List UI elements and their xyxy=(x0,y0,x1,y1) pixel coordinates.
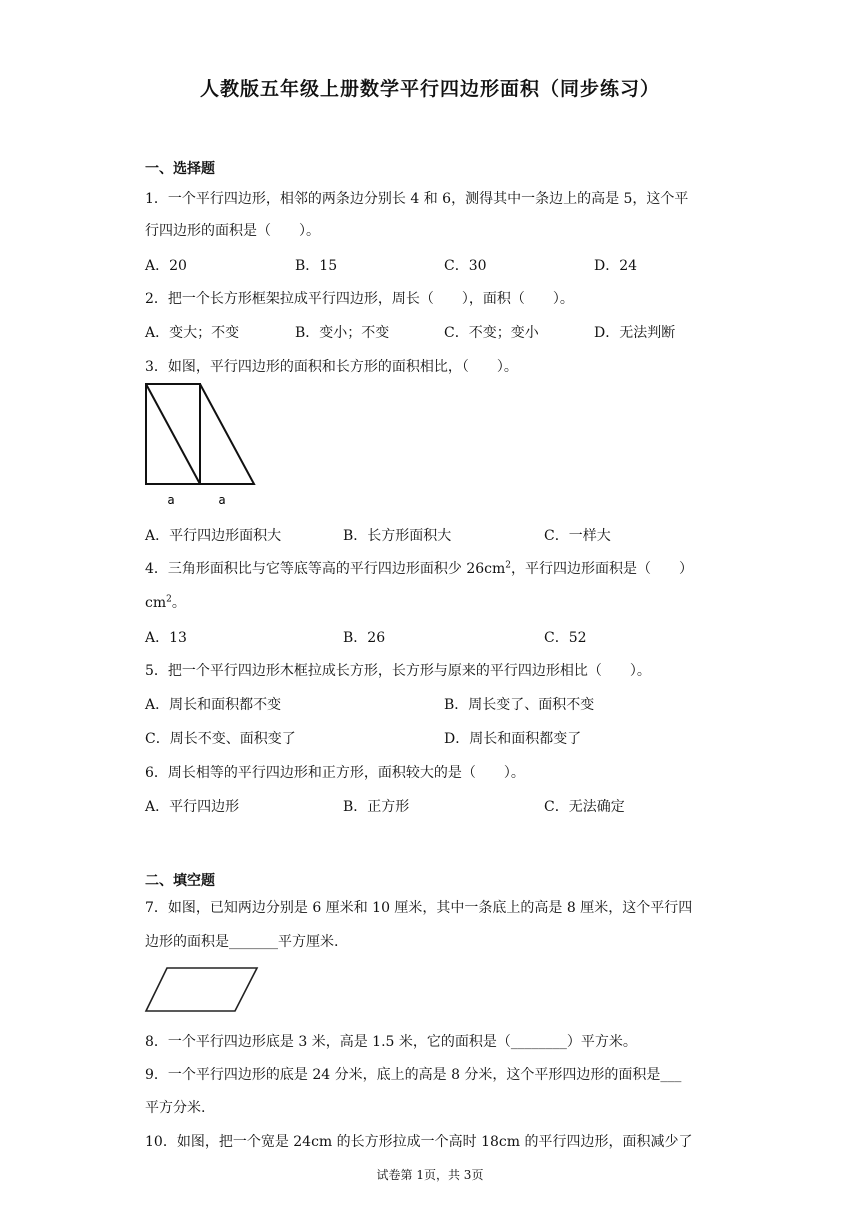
q4-line1 xyxy=(145,558,693,578)
q4-option-b[interactable]: B．26 xyxy=(343,630,386,646)
q5-option-d[interactable]: D．周长和面积都变了 xyxy=(444,731,582,747)
q3-parallelogram-edge xyxy=(200,384,254,484)
q3-option-c[interactable]: C．一样大 xyxy=(544,528,611,544)
q3-option-b[interactable]: B．长方形面积大 xyxy=(343,528,452,544)
q4-line1-text: 4．三角形面积比与它等底等高的平行四边形面积少 26cm xyxy=(145,561,506,577)
q1-option-b[interactable]: B．15 xyxy=(295,258,338,274)
q1-option-d[interactable]: D．24 xyxy=(594,258,638,274)
q1-option-c[interactable]: C．30 xyxy=(444,258,487,274)
q5-line1: 5．把一个平行四边形木框拉成长方形，长方形与原来的平行四边形相比（ ）。 xyxy=(145,663,651,679)
q2-option-a[interactable]: A．变大；不变 xyxy=(145,325,240,341)
q4-option-a[interactable]: A．13 xyxy=(145,630,187,646)
q4-option-c[interactable]: C．52 xyxy=(544,630,587,646)
q6-option-b[interactable]: B．正方形 xyxy=(343,799,410,815)
q1-line1: 1．一个平行四边形，相邻的两条边分别长 4 和 6，测得其中一条边上的高是 5，这个平 xyxy=(145,191,689,207)
q5-option-c[interactable]: C．周长不变、面积变了 xyxy=(145,731,296,747)
q3-line1: 3．如图，平行四边形的面积和长方形的面积相比，（ ）。 xyxy=(145,359,518,375)
q4-line1-end: ，平行四边形面积是（ ） xyxy=(511,561,694,577)
q3-label-a-right: a xyxy=(218,493,226,507)
q3-rectangle-diagonal xyxy=(146,384,200,484)
page-title: 人教版五年级上册数学平行四边形面积（同步练习） xyxy=(199,78,660,100)
q2-option-d[interactable]: D．无法判断 xyxy=(594,325,676,341)
q4-line2-end: 。 xyxy=(171,595,186,611)
q2-line1: 2．把一个长方形框架拉成平行四边形，周长（ ），面积（ ）。 xyxy=(145,291,574,307)
q3-label-a-left: a xyxy=(167,493,175,507)
q1-line2: 行四边形的面积是（ ）。 xyxy=(145,223,320,239)
q4-line2-unit: cm xyxy=(145,595,167,611)
section-choice-heading: 一、选择题 xyxy=(145,161,215,177)
q9-line2: 平方分米. xyxy=(145,1100,206,1116)
q5-option-a[interactable]: A．周长和面积都不变 xyxy=(145,697,282,713)
section-fill-heading: 二、填空题 xyxy=(145,873,215,889)
q2-option-c[interactable]: C．不变；变小 xyxy=(444,325,539,341)
q9-line1: 9．一个平行四边形的底是 24 分米，底上的高是 8 分米，这个平形四边形的面积是___ xyxy=(145,1067,682,1083)
q7-parallelogram-figure xyxy=(143,964,263,1016)
q7-line2: 边形的面积是_______平方厘米. xyxy=(145,934,339,950)
q6-option-c[interactable]: C．无法确定 xyxy=(544,799,625,815)
q6-option-a[interactable]: A．平行四边形 xyxy=(145,799,240,815)
q1-option-a[interactable]: A．20 xyxy=(145,258,187,274)
q7-line1: 7．如图，已知两边分别是 6 厘米和 10 厘米，其中一条底上的高是 8 厘米，这个平行四 xyxy=(145,900,693,916)
page-footer: 试卷第 1页，共 3页 xyxy=(376,1168,484,1182)
q3-figure xyxy=(144,382,260,508)
q4-line2 xyxy=(145,592,186,612)
q2-option-b[interactable]: B．变小；不变 xyxy=(295,325,390,341)
q5-option-b[interactable]: B．周长变了、面积不变 xyxy=(444,697,595,713)
q7-parallelogram xyxy=(146,968,257,1011)
q3-option-a[interactable]: A．平行四边形面积大 xyxy=(145,528,282,544)
q8-line1: 8．一个平行四边形底是 3 米，高是 1.5 米，它的面积是（________）平方米。 xyxy=(145,1034,637,1050)
q4-line2-sup: 2 xyxy=(166,594,172,605)
q4-line1-sup: 2 xyxy=(505,560,512,571)
q6-line1: 6．周长相等的平行四边形和正方形，面积较大的是（ ）。 xyxy=(145,765,525,781)
q10-line1: 10．如图，把一个宽是 24cm 的长方形拉成一个高时 18cm 的平行四边形，面积减少了 xyxy=(145,1134,693,1150)
